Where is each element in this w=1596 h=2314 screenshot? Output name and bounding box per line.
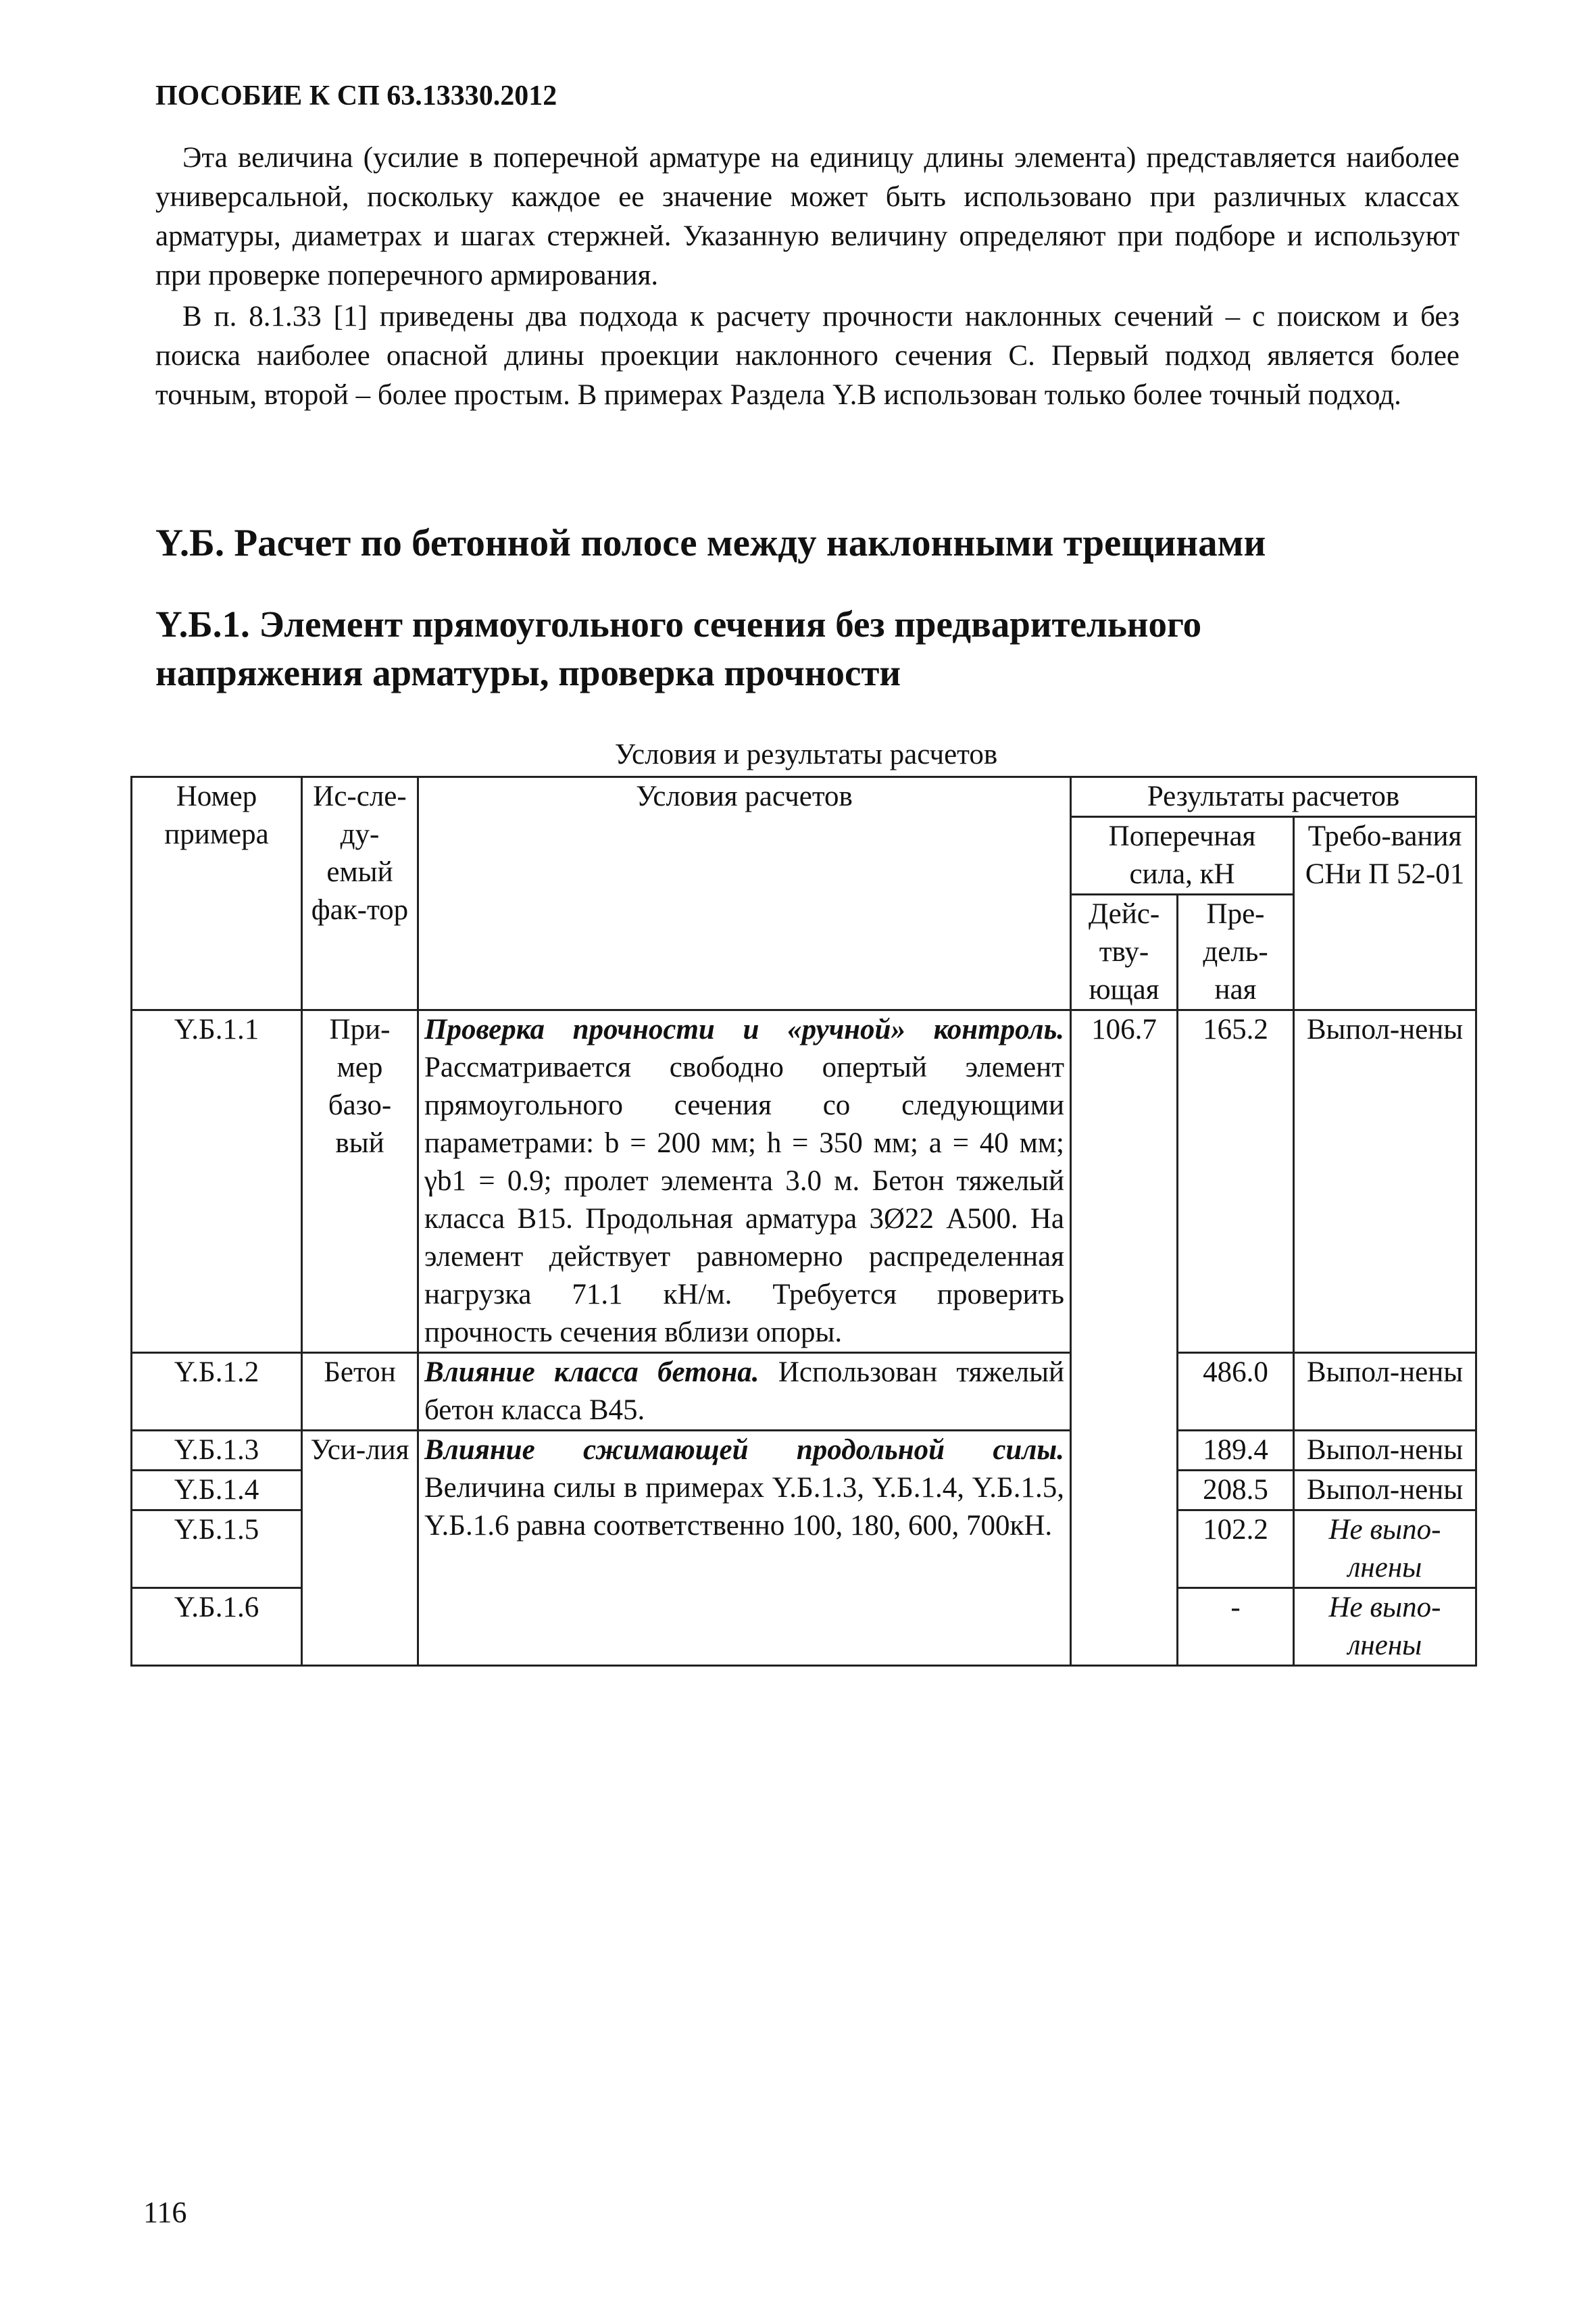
- header-factor: Ис-сле-ду-емый фак-тор: [302, 777, 418, 1010]
- paragraph-1: Эта величина (усилие в поперечной арматуре на единицу длины элемента) представляется наиболее универсальной, поскольку каждое ее значение может быть использовано при различных классах арматуры, диаметрах и шагах стержней. Указанную величину определяют при подборе и используют при проверке поперечного армирования.: [155, 142, 1460, 291]
- row-number: Y.Б.1.2: [132, 1353, 302, 1431]
- header-requirements: Требо-вания СНи П 52-01: [1294, 817, 1476, 1010]
- table-row: [132, 1010, 1476, 1353]
- page-number: 116: [143, 2196, 187, 2229]
- header-conditions: Условия расчетов: [418, 777, 1071, 1010]
- row-factor: Бетон: [302, 1353, 418, 1431]
- row-conditions: [418, 1431, 1071, 1666]
- header-shear-force: Поперечная сила, кН: [1071, 817, 1294, 895]
- row-limit: 189.4: [1178, 1431, 1294, 1471]
- header-results: Результаты расчетов: [1071, 777, 1476, 817]
- row-factor: Уси-лия: [302, 1431, 418, 1666]
- row-number: Y.Б.1.1: [132, 1010, 302, 1353]
- row-conditions: [418, 1353, 1071, 1431]
- results-table: [130, 776, 1477, 1667]
- row-limit: 486.0: [1178, 1353, 1294, 1431]
- row-factor: При-мер базо-вый: [302, 1010, 418, 1353]
- row-number: Y.Б.1.5: [132, 1510, 302, 1588]
- section-heading: Y.Б. Расчет по бетонной полосе между наклонными трещинами: [155, 522, 1266, 564]
- row-conditions: [418, 1010, 1071, 1353]
- row-limit: -: [1178, 1588, 1294, 1666]
- row-requirement: Не выпо-лнены: [1294, 1588, 1476, 1666]
- conditions-title: Проверка прочности и «ручной» контроль.: [424, 1014, 1064, 1045]
- row-requirement: Выпол-нены: [1294, 1353, 1476, 1431]
- row-requirement: Не выпо-лнены: [1294, 1510, 1476, 1588]
- row-limit: 165.2: [1178, 1010, 1294, 1353]
- header-limit: Пре-дель-ная: [1178, 895, 1294, 1010]
- table-row: [132, 1353, 1476, 1431]
- row-requirement: Выпол-нены: [1294, 1471, 1476, 1510]
- subsection-heading: Y.Б.1. Элемент прямоугольного сечения без предварительного напряжения арматуры, проверка прочности: [155, 604, 1202, 693]
- row-number: Y.Б.1.6: [132, 1588, 302, 1666]
- table-caption: Условия и результаты расчетов: [614, 739, 998, 770]
- row-requirement: Выпол-нены: [1294, 1431, 1476, 1471]
- row-limit: 102.2: [1178, 1510, 1294, 1588]
- table-header-row: [132, 777, 1476, 817]
- row-limit: 208.5: [1178, 1471, 1294, 1510]
- conditions-text: Рассматривается свободно опертый элемент прямоугольного сечения со следующими параметрами: b = 200 мм; h = 350 мм; a = 40 мм; γb1 = 0.9; пролет элемента 3.0 м. Бетон тяжелый класса В15. Продольная арматура 3Ø22 А500. На элемент действует равномерно распределенная нагрузка 71.1 кН/м. Требуется проверить прочность сечения вблизи опоры.: [424, 1052, 1064, 1348]
- conditions-title: Влияние сжимающей продольной силы.: [424, 1434, 1064, 1466]
- row-acting: 106.7: [1071, 1010, 1178, 1666]
- running-header: ПОСОБИЕ К СП 63.13330.2012: [155, 80, 557, 112]
- header-acting: Дейс-тву-ющая: [1071, 895, 1178, 1010]
- conditions-title: Влияние класса бетона.: [424, 1356, 759, 1388]
- paragraph-2: В п. 8.1.33 [1] приведены два подхода к расчету прочности наклонных сечений – с поиском и без поиска наиболее опасной длины проекции наклонного сечения С. Первый подход является более точным, второй – более простым. В примерах Раздела Y.В использован только более точный подход.: [155, 301, 1460, 411]
- row-requirement: Выпол-нены: [1294, 1010, 1476, 1353]
- conditions-text: Величина силы в примерах Y.Б.1.3, Y.Б.1.4, Y.Б.1.5, Y.Б.1.6 равна соответственно 100, 180, 600, 700кН.: [424, 1472, 1064, 1542]
- row-number: Y.Б.1.4: [132, 1471, 302, 1510]
- table-row: [132, 1431, 1476, 1471]
- header-number: Номер примера: [132, 777, 302, 1010]
- row-number: Y.Б.1.3: [132, 1431, 302, 1471]
- conditions-text: Использован тяжелый бетон класса В45.: [424, 1356, 1064, 1426]
